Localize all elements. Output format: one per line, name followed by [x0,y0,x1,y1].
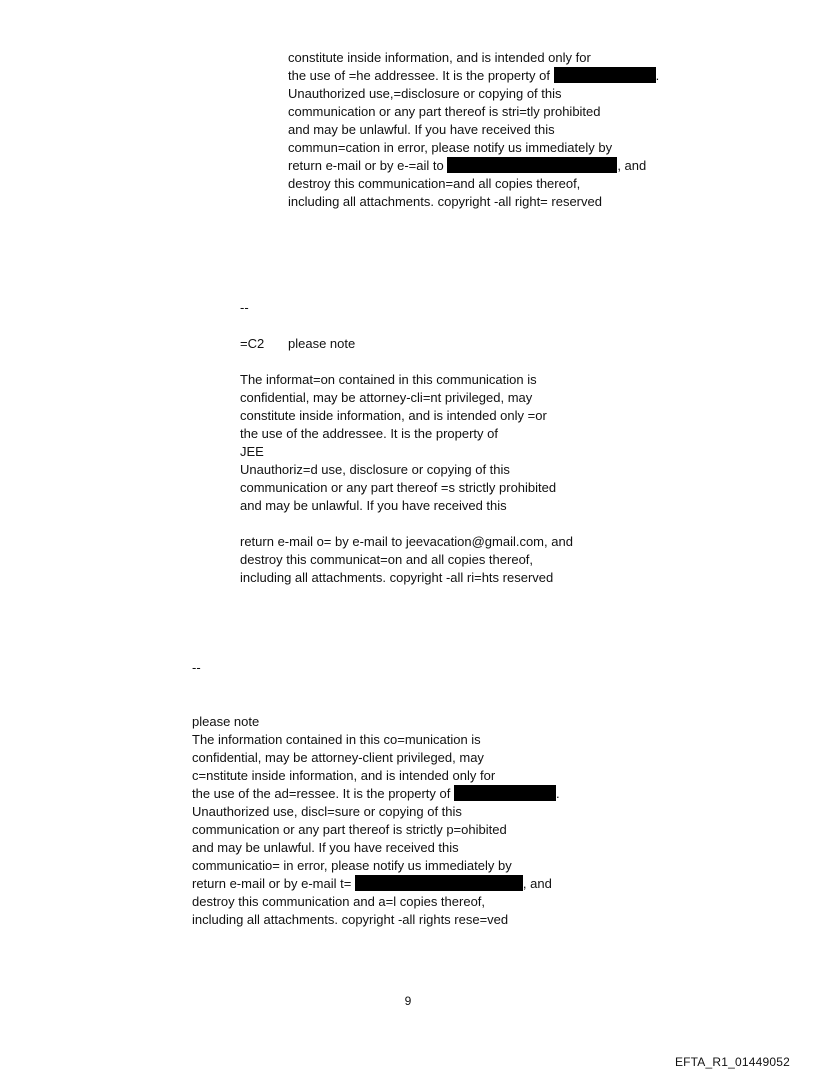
text-line: including all attachments. copyright -all ri=hts reserved [240,570,554,585]
disclaimer-block-3 [192,713,560,929]
text-segment: . [555,786,560,801]
redaction-box [447,157,617,173]
note-label: please note [288,336,356,351]
text-segment: , and [617,158,647,173]
disclaimer-block-1 [288,49,659,211]
text-line [288,67,659,85]
text-line [288,157,659,175]
text-line: return e-mail o= by e-mail to jeevacation@gmail.com, and [240,534,573,549]
text-segment: return e-mail or by e-mail t= [192,876,355,891]
text-segment: the use of =he addressee. It is the property of [288,68,554,83]
text-line: communication or any part thereof is strictly p=ohibited [192,822,507,837]
code-text: =C2 [240,336,265,351]
separator-text: -- [192,660,201,675]
text-line: the use of the addressee. It is the property of [240,426,498,441]
page-number: 9 [404,994,412,1008]
note-header [240,335,355,353]
text-line: and may be unlawful. If you have received this [240,498,507,513]
text-line: including all attachments. copyright -all rights rese=ved [192,912,509,927]
text-segment: , and [522,876,552,891]
text-line: communication or any part thereof is stri=tly prohibited [288,104,601,119]
text-line: The informat=on contained in this communication is [240,372,537,387]
text-line: constitute inside information, and is intended only =or [240,408,547,423]
text-line: JEE [240,444,264,459]
text-line [240,335,355,353]
text-line: Unauthorized use, discl=sure or copying of this [192,804,462,819]
separator [192,659,201,677]
text-segment: . [655,68,660,83]
redaction-box [454,785,556,801]
text-line [192,785,560,803]
blank-line [240,515,573,533]
redaction-box [554,67,656,83]
text-line: c=nstitute inside information, and is intended only for [192,768,496,783]
disclaimer-block-2 [240,371,573,587]
text-line: Unauthorized use,=disclosure or copying of this [288,86,562,101]
text-line: destroy this communication and a=l copies thereof, [192,894,486,909]
text-line: communication or any part thereof =s strictly prohibited [240,480,557,495]
redaction-box [355,875,523,891]
text-line: confidential, may be attorney-client privileged, may [192,750,484,765]
text-line: confidential, may be attorney-cli=nt privileged, may [240,390,533,405]
bates-number: EFTA_R1_01449052 [674,1055,790,1069]
text-line: communicatio= in error, please notify us immediately by [192,858,512,873]
text-line: destroy this communicat=on and all copies thereof, [240,552,534,567]
text-line: including all attachments. copyright -all right= reserved [288,194,602,209]
text-line: destroy this communication=and all copies thereof, [288,176,581,191]
separator [240,299,249,317]
text-line: constitute inside information, and is intended only for [288,50,591,65]
text-line [192,875,560,893]
text-segment: return e-mail or by e-=ail to [288,158,448,173]
text-line: Unauthoriz=d use, disclosure or copying of this [240,462,510,477]
text-line: and may be unlawful. If you have received this [192,840,459,855]
text-line: commun=cation in error, please notify us immediately by [288,140,613,155]
text-segment: the use of the ad=ressee. It is the property of [192,786,454,801]
note-label: please note [192,714,260,729]
text-line: and may be unlawful. If you have received this [288,122,555,137]
text-line: The information contained in this co=munication is [192,732,481,747]
separator-text: -- [240,300,249,315]
